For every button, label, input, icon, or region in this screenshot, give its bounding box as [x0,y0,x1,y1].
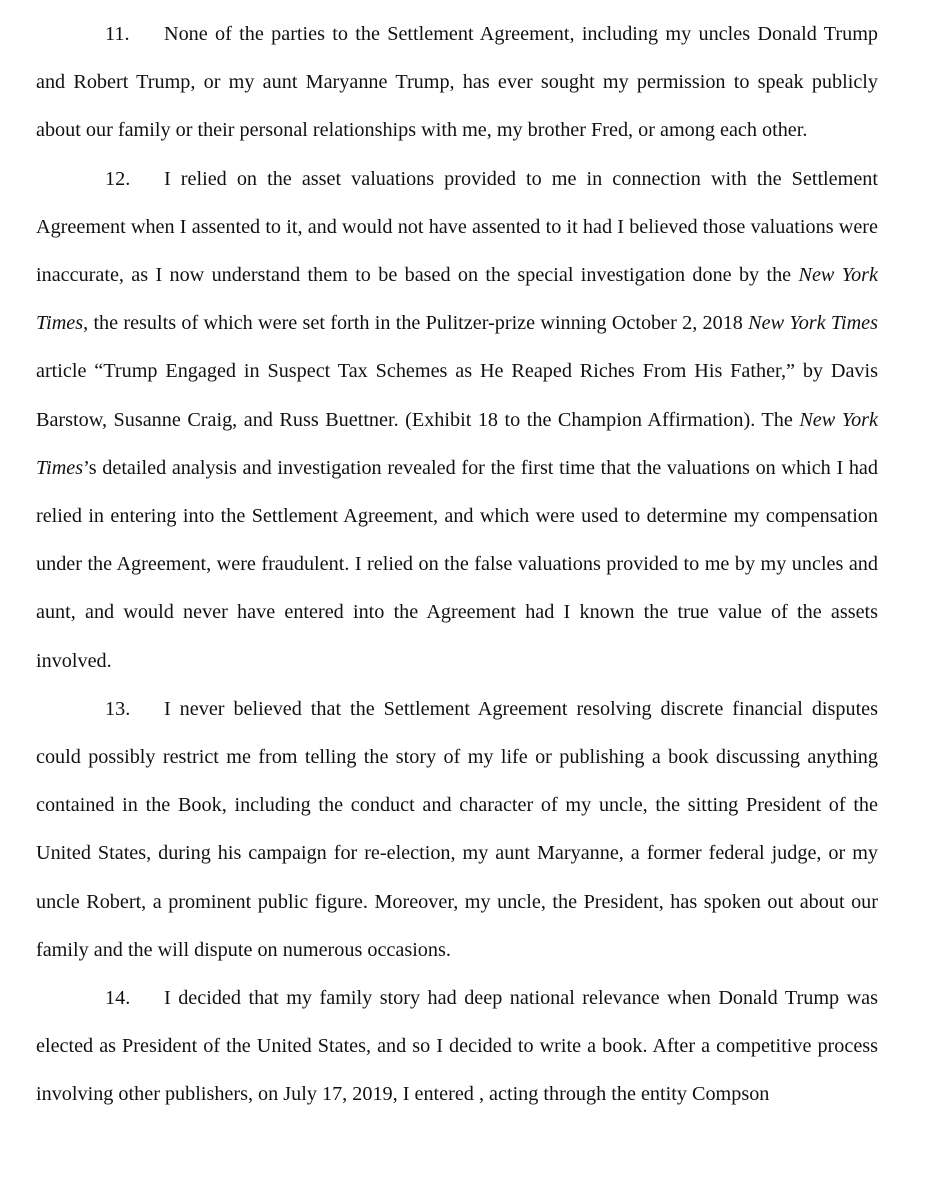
publication-title: New York Times [36,264,878,335]
paragraph-text: , the results of which were set forth in the Pulitzer-prize winning October 2, 2018 [83,312,749,335]
paragraph-11 [36,10,878,155]
paragraph-12 [36,155,878,685]
paragraph-text: I never believed that the Settlement Agreement resolving discrete financial disputes could possibly restrict me from telling the story of my life or publishing a book discussing anything contained in the Book, including the conduct and character of my uncle, the sitting President of the United States, during his campaign for re-election, my aunt Maryanne, a former federal judge, or my uncle Robert, a prominent public figure. Moreover, my uncle, the President, has spoken out about our family and the will dispute on numerous occasions. [36,697,878,961]
paragraph-13 [36,685,878,974]
paragraph-number: 14. [105,987,131,1010]
paragraph-14 [36,974,878,1119]
publication-title: New York Times [748,312,879,335]
paragraph-text: I relied on the asset valuations provided to me in connection with the Settlement Agreement when I assented to it, and would not have assented to it had I believed those valuations were inaccurate, as I now understand them to be based on the special investigation done by the [36,167,878,287]
paragraph-number: 12. [105,167,131,190]
paragraph-number: 11. [105,23,130,45]
paragraph-number: 13. [105,697,131,720]
publication-title: New York Times [36,408,878,479]
paragraph-text: None of the parties to the Settlement Agreement, including my uncles Donald Trump and Robert Trump, or my aunt Maryanne Trump, has ever sought my permission to speak publicly about our family or their personal relationships with me, my brother Fred, or among each other. [36,23,878,142]
paragraph-text: I decided that my family story had deep national relevance when Donald Trump was elected as President of the United States, and so I decided to write a book. After a competitive process involving other publishers, on July 17, 2019, I entered , acting through the entity Compson [36,987,878,1106]
paragraph-text: ’s detailed analysis and investigation revealed for the first time that the valuations on which I had relied in entering into the Settlement Agreement, and which were used to determine my compensation under the Agreement, were fraudulent. I relied on the false valuations provided to me by my uncles and aunt, and would never have entered into the Agreement had I known the true value of the assets involved. [36,456,878,672]
document-page [36,10,878,1119]
paragraph-text: article “Trump Engaged in Suspect Tax Schemes as He Reaped Riches From His Father,” by Davis Barstow, Susanne Craig, and Russ Buettner. (Exhibit 18 to the Champion Affirmation). The [36,360,878,431]
